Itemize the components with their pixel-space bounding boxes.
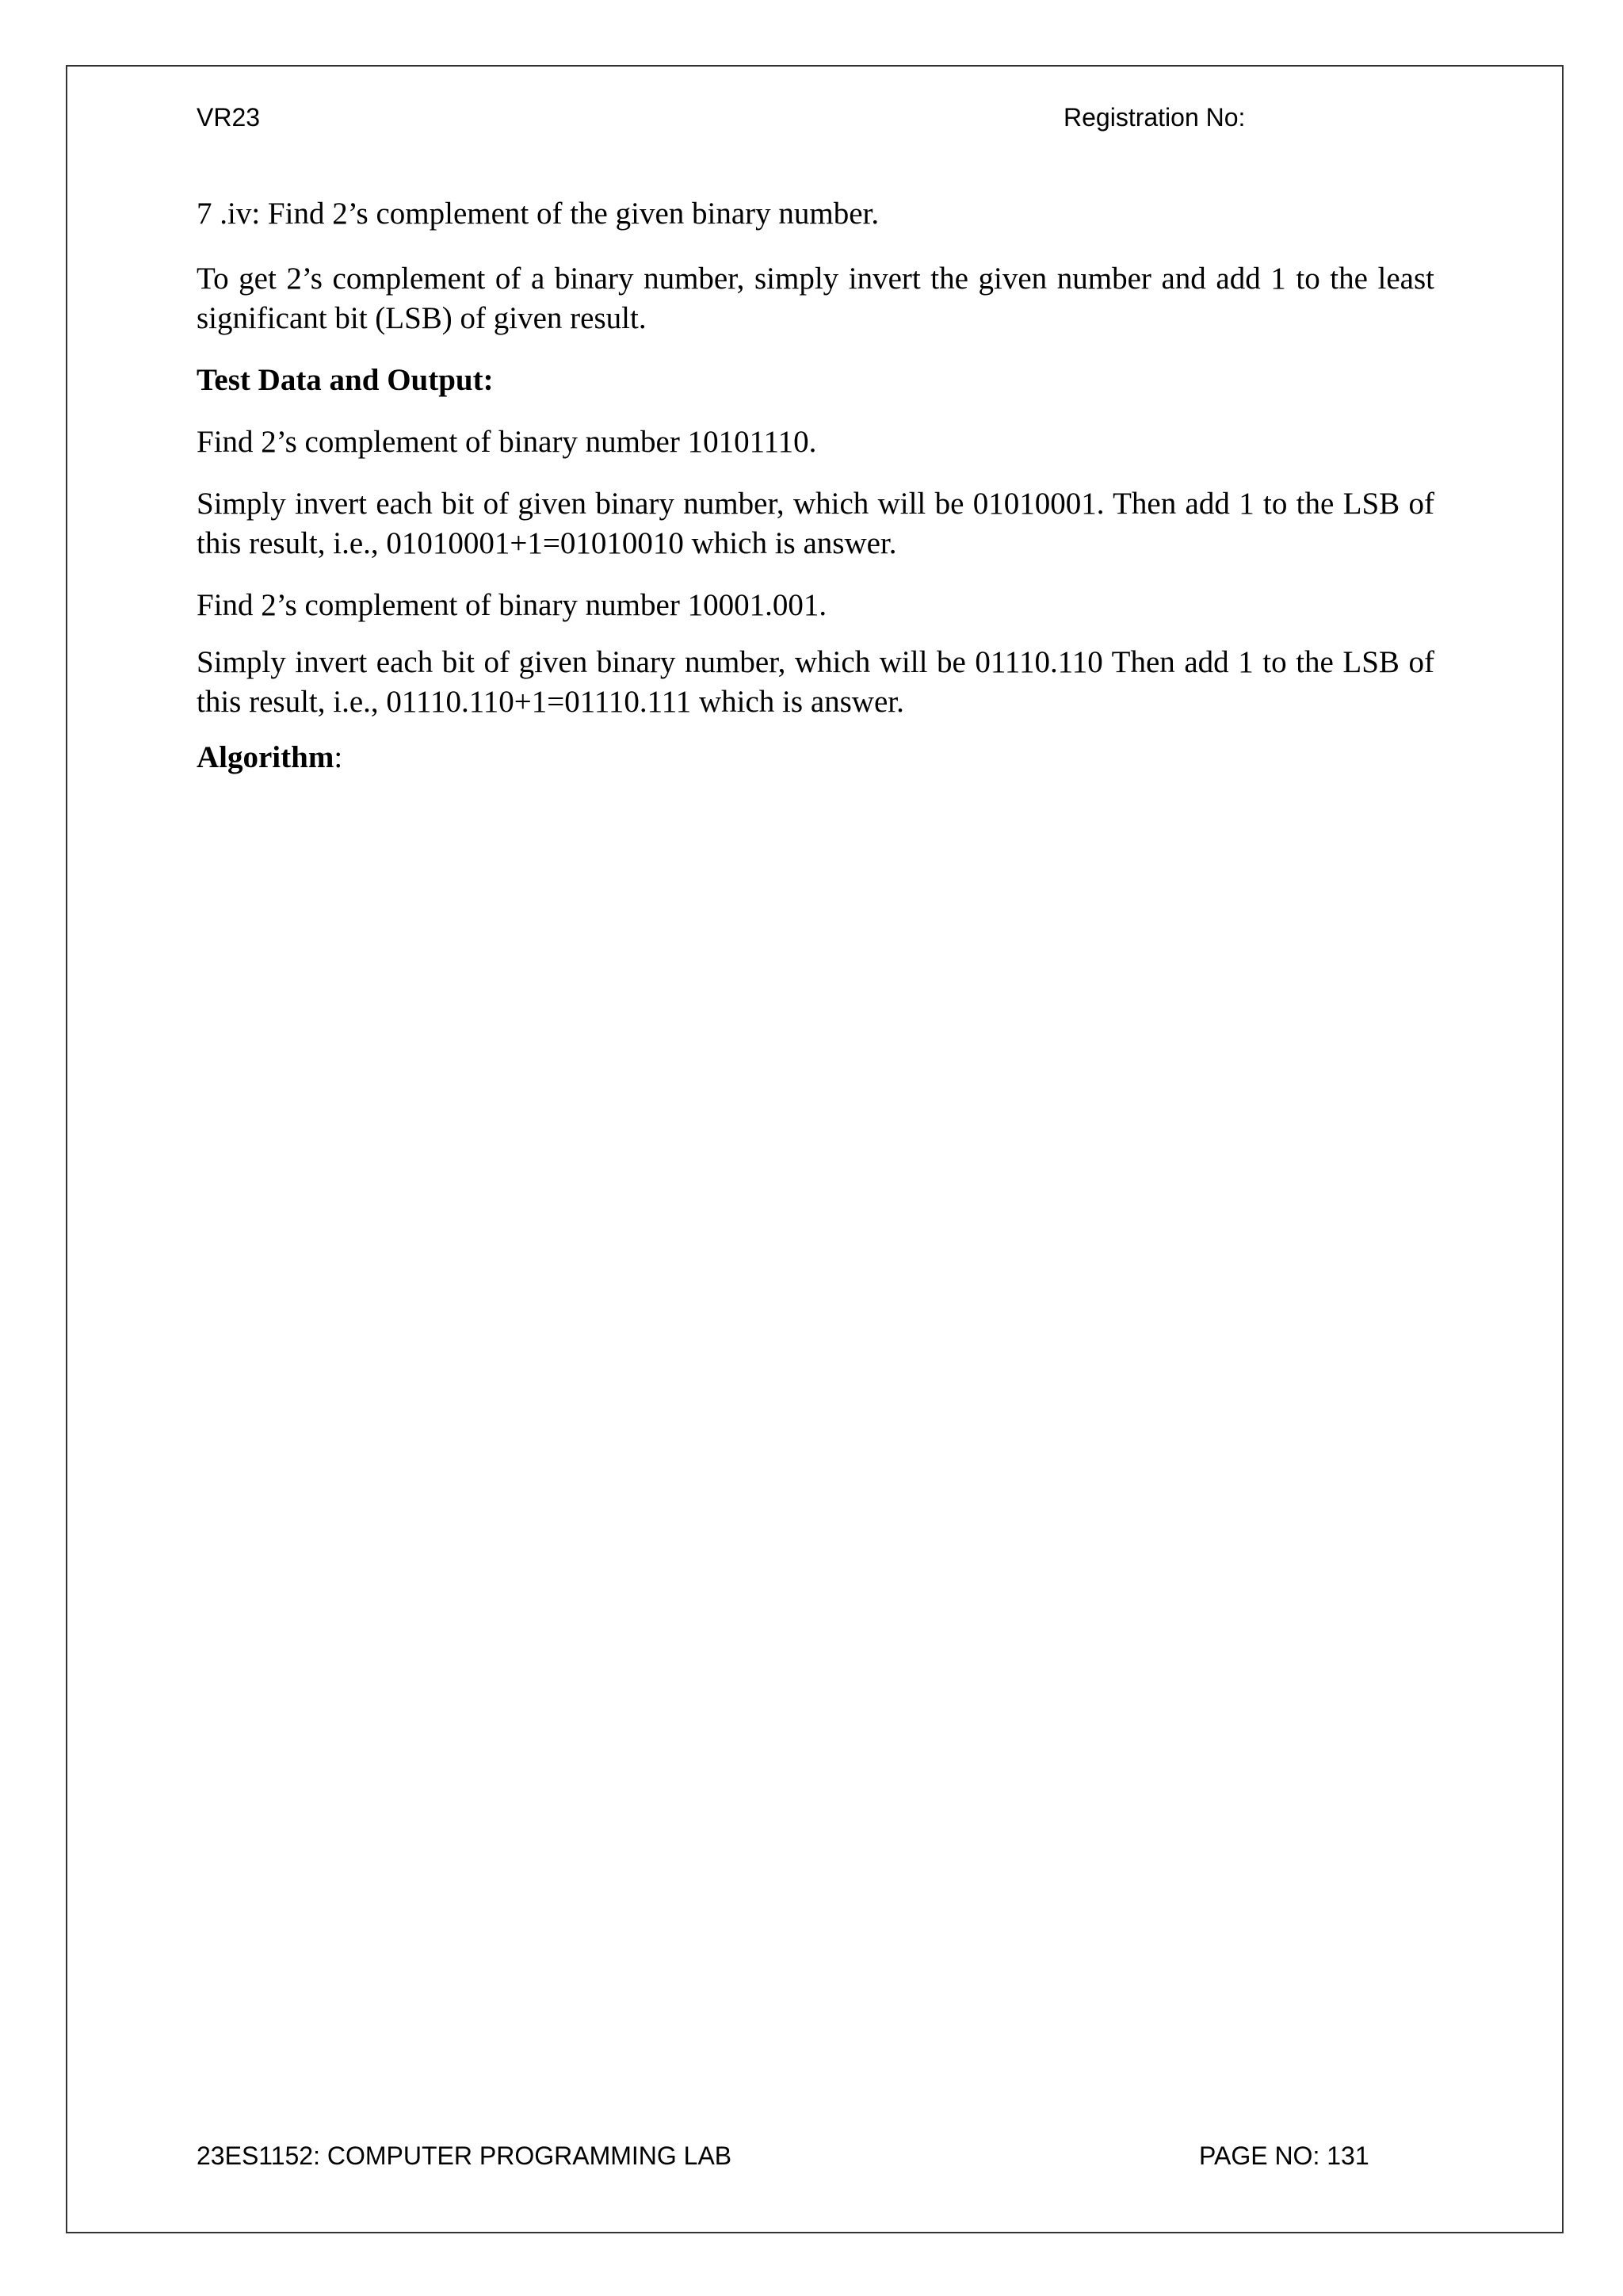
page-content — [197, 194, 1434, 777]
example1-question: Find 2’s complement of binary number 10101110. — [197, 425, 817, 459]
footer-page-number: PAGE NO: 131 — [1199, 2141, 1369, 2170]
algorithm-label: Algorithm — [197, 740, 334, 774]
example1-solution: Simply invert each bit of given binary number, which will be 01010001. Then add 1 to the LSB of this result, i.e., 01010001+1=01010010 which is answer. — [197, 487, 1434, 560]
example2-solution: Simply invert each bit of given binary number, which will be 01110.110 Then add 1 to the LSB of this result, i.e., 01110.110+1=01110.111 which is answer. — [197, 645, 1434, 719]
example2-question: Find 2’s complement of binary number 10001.001. — [197, 588, 827, 622]
header-registration-label: Registration No: — [1064, 103, 1246, 132]
intro-paragraph: To get 2’s complement of a binary number, simply invert the given number and add 1 to the least significant bit (LSB) of given result. — [197, 262, 1434, 335]
header-code: VR23 — [197, 103, 261, 132]
algorithm-heading — [197, 738, 1434, 777]
footer-course: 23ES1152: COMPUTER PROGRAMMING LAB — [197, 2141, 732, 2170]
section-title: 7 .iv: Find 2’s complement of the given binary number. — [197, 197, 880, 231]
algorithm-colon: : — [334, 740, 343, 774]
test-data-heading: Test Data and Output: — [197, 363, 494, 397]
